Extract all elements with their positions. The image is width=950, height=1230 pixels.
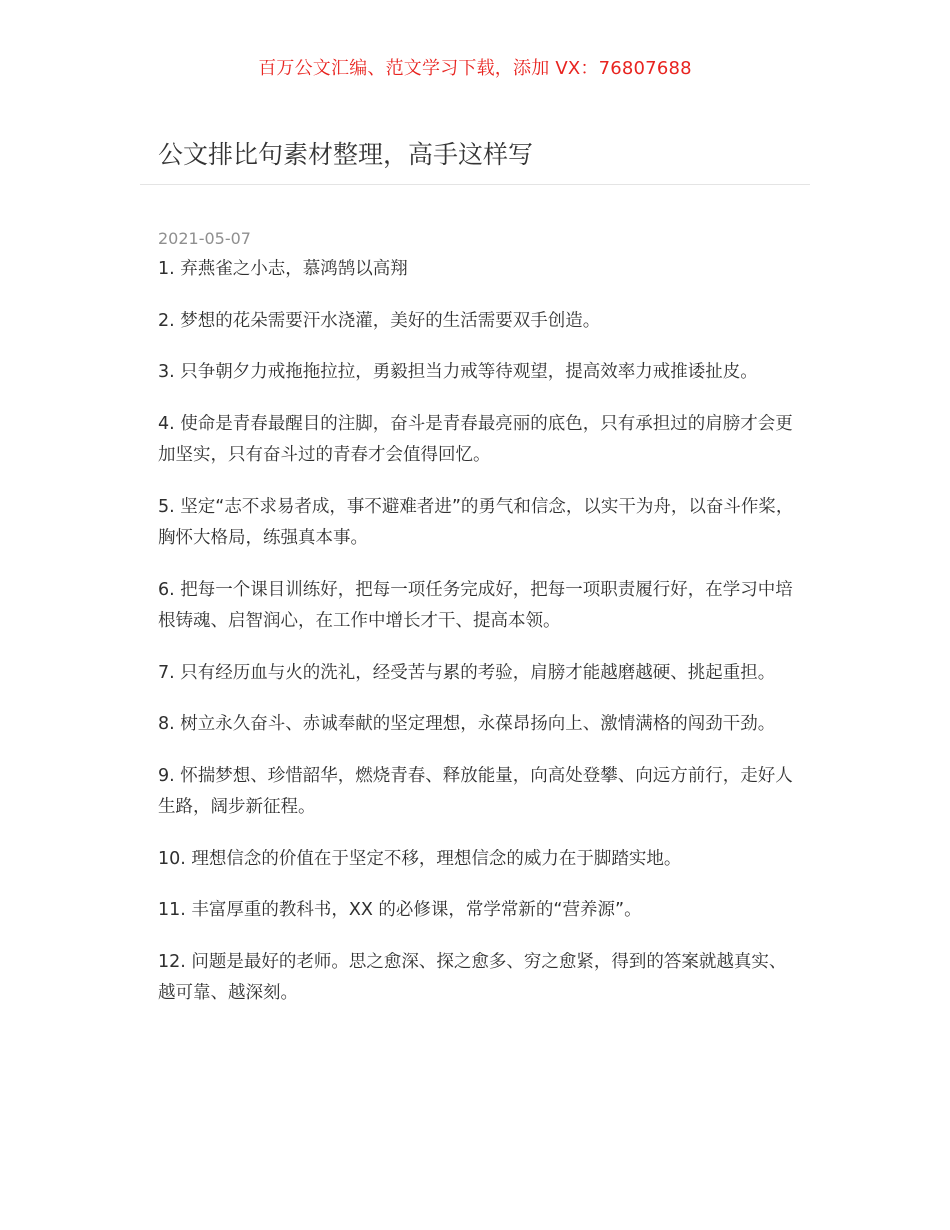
list-item: 12. 问题是最好的老师。思之愈深、探之愈多、穷之愈紧，得到的答案就越真实、越可靠、越深刻。 <box>158 951 787 1003</box>
publish-date: 2021-05-07 <box>158 229 251 248</box>
list-item: 6. 把每一个课目训练好，把每一项任务完成好，把每一项职责履行好，在学习中培根铸魂、启智润心，在工作中增长才干、提高本领。 <box>158 579 793 631</box>
list-item: 9. 怀揣梦想、珍惜韶华，燃烧青春、释放能量，向高处登攀、向远方前行，走好人生路，阔步新征程。 <box>158 765 793 817</box>
title-divider <box>140 184 810 185</box>
promo-banner: 百万公文汇编、范文学习下载，添加 VX：76807688 <box>258 58 692 79</box>
list-item: 10. 理想信念的价值在于坚定不移，理想信念的威力在于脚踏实地。 <box>158 848 682 869</box>
list-item: 5. 坚定“志不求易者成，事不避难者进”的勇气和信念，以实干为舟，以奋斗作桨，胸怀大格局，练强真本事。 <box>158 496 794 548</box>
list-item: 3. 只争朝夕力戒拖拖拉拉，勇毅担当力戒等待观望，提高效率力戒推诿扯皮。 <box>158 362 758 382</box>
list-item: 2. 梦想的花朵需要汗水浇灌，美好的生活需要双手创造。 <box>158 310 601 331</box>
article-title: 公文排比句素材整理，高手这样写 <box>158 140 534 169</box>
list-item: 1. 弃燕雀之小志，慕鸿鹄以高翔 <box>158 259 408 279</box>
list-item: 8. 树立永久奋斗、赤诚奉献的坚定理想，永葆昂扬向上、激情满格的闯劲干劲。 <box>158 714 776 734</box>
list-item: 11. 丰富厚重的教科书，XX 的必修课，常学常新的“营养源”。 <box>158 900 642 920</box>
article-body <box>158 254 798 1030</box>
list-item: 7. 只有经历血与火的洗礼，经受苦与累的考验，肩膀才能越磨越硬、挑起重担。 <box>158 662 776 683</box>
list-item: 4. 使命是青春最醒目的注脚，奋斗是青春最亮丽的底色，只有承担过的肩膀才会更加坚实，只有奋斗过的青春才会值得回忆。 <box>158 413 793 465</box>
